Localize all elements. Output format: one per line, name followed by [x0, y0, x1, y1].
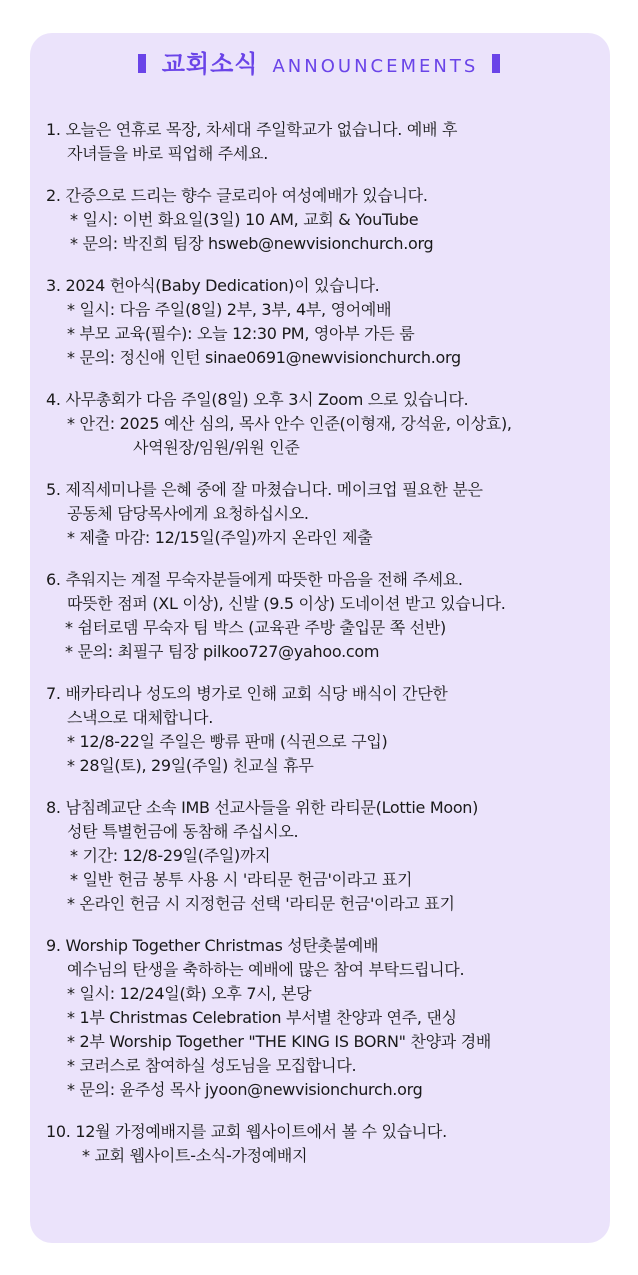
- announcement-8-detail: * 일반 헌금 봉투 사용 시 '라티문 헌금'이라고 표기: [70, 870, 413, 889]
- announcement-9: [46, 934, 606, 1102]
- announcement-9-line: 예수님의 탄생을 축하하는 예배에 많은 참여 부탁드립니다.: [67, 960, 465, 979]
- announcement-6-detail: * 쉼터로뎀 무숙자 팀 박스 (교육관 주방 출입문 쪽 선반): [65, 618, 446, 637]
- announcement-10-detail: * 교회 웹사이트-소식-가정예배지: [82, 1146, 308, 1165]
- announcement-5-title: 5. 제직세미나를 은혜 중에 잘 마쳤습니다. 메이크업 필요한 분은: [46, 480, 483, 499]
- announcement-7-detail: * 28일(토), 29일(주일) 친교실 휴무: [67, 756, 314, 775]
- announcement-4: [46, 388, 606, 460]
- announcement-6-line: 따뜻한 점퍼 (XL 이상), 신발 (9.5 이상) 도네이션 받고 있습니다.: [67, 594, 506, 613]
- announcement-7-title: 7. 배카타리나 성도의 병가로 인해 교회 식당 배식이 간단한: [46, 684, 448, 703]
- announcement-4-detail: * 안건: 2025 예산 심의, 목사 안수 인준(이형재, 강석윤, 이상효),: [67, 414, 512, 433]
- announcement-9-detail: * 문의: 윤주성 목사 jyoon@newvisionchurch.org: [67, 1080, 423, 1099]
- announcement-9-detail: * 1부 Christmas Celebration 부서별 찬양과 연주, 댄싱: [67, 1008, 457, 1027]
- announcement-5-detail: * 제출 마감: 12/15일(주일)까지 온라인 제출: [67, 528, 373, 547]
- announcement-8: [46, 796, 606, 916]
- announcements-header: [0, 44, 638, 79]
- announcement-9-detail: * 일시: 12/24일(화) 오후 7시, 본당: [67, 984, 312, 1003]
- announcement-9-detail: * 코러스로 참여하실 성도님을 모집합니다.: [67, 1056, 357, 1075]
- announcement-7-detail: * 12/8-22일 주일은 빵류 판매 (식권으로 구입): [67, 732, 388, 751]
- announcement-3-detail: * 문의: 정신애 인턴 sinae0691@newvisionchurch.org: [67, 348, 461, 367]
- announcement-7-line: 스낵으로 대체합니다.: [67, 708, 213, 727]
- announcement-7: [46, 682, 606, 778]
- announcement-4-detail: 사역원장/임원/위원 인준: [133, 438, 300, 457]
- announcement-5-line: 공동체 담당목사에게 요청하십시오.: [67, 504, 309, 523]
- announcement-5: [46, 478, 606, 550]
- header-bar-left: [138, 54, 146, 73]
- announcement-6-detail: * 문의: 최필구 팀장 pilkoo727@yahoo.com: [65, 642, 380, 661]
- announcement-1-line: 자녀들을 바로 픽업해 주세요.: [67, 144, 269, 163]
- announcement-10: [46, 1120, 606, 1168]
- announcement-2-title: 2. 간증으로 드리는 향수 글로리아 여성예배가 있습니다.: [46, 186, 428, 205]
- announcement-9-title: 9. Worship Together Christmas 성탄촛불예배: [46, 936, 379, 955]
- announcement-10-title: 10. 12월 가정예배지를 교회 웹사이트에서 볼 수 있습니다.: [46, 1122, 447, 1141]
- header-bar-right: [492, 54, 500, 73]
- header-title-korean: 교회소식: [161, 50, 259, 78]
- announcement-3-title: 3. 2024 헌아식(Baby Dedication)이 있습니다.: [46, 276, 380, 295]
- announcement-6-title: 6. 추워지는 계절 무숙자분들에게 따뜻한 마음을 전해 주세요.: [46, 570, 463, 589]
- announcement-8-detail: * 기간: 12/8-29일(주일)까지: [70, 846, 271, 865]
- header-title-english: ANNOUNCEMENTS: [272, 56, 479, 77]
- announcement-1-title: 1. 오늘은 연휴로 목장, 차세대 주일학교가 없습니다. 예배 후: [46, 120, 458, 139]
- announcement-8-detail: * 온라인 헌금 시 지정헌금 선택 '라티문 헌금'이라고 표기: [67, 894, 455, 913]
- announcement-8-line: 성탄 특별헌금에 동참해 주십시오.: [67, 822, 299, 841]
- announcement-2-detail: * 일시: 이번 화요일(3일) 10 AM, 교회 & YouTube: [70, 210, 419, 229]
- announcement-3-detail: * 일시: 다음 주일(8일) 2부, 3부, 4부, 영어예배: [67, 300, 392, 319]
- announcement-9-detail: * 2부 Worship Together "THE KING IS BORN" 찬양과 경배: [67, 1032, 492, 1051]
- announcement-1: [46, 118, 606, 166]
- announcement-6: [46, 568, 606, 664]
- announcement-list: [46, 118, 606, 1186]
- announcement-4-title: 4. 사무총회가 다음 주일(8일) 오후 3시 Zoom 으로 있습니다.: [46, 390, 469, 409]
- announcement-3: [46, 274, 606, 370]
- announcement-8-title: 8. 남침례교단 소속 IMB 선교사들을 위한 라티문(Lottie Moon): [46, 798, 479, 817]
- announcement-2-detail: * 문의: 박진희 팀장 hsweb@newvisionchurch.org: [70, 234, 434, 253]
- announcement-3-detail: * 부모 교육(필수): 오늘 12:30 PM, 영아부 가든 룸: [67, 324, 415, 343]
- announcement-2: [46, 184, 606, 256]
